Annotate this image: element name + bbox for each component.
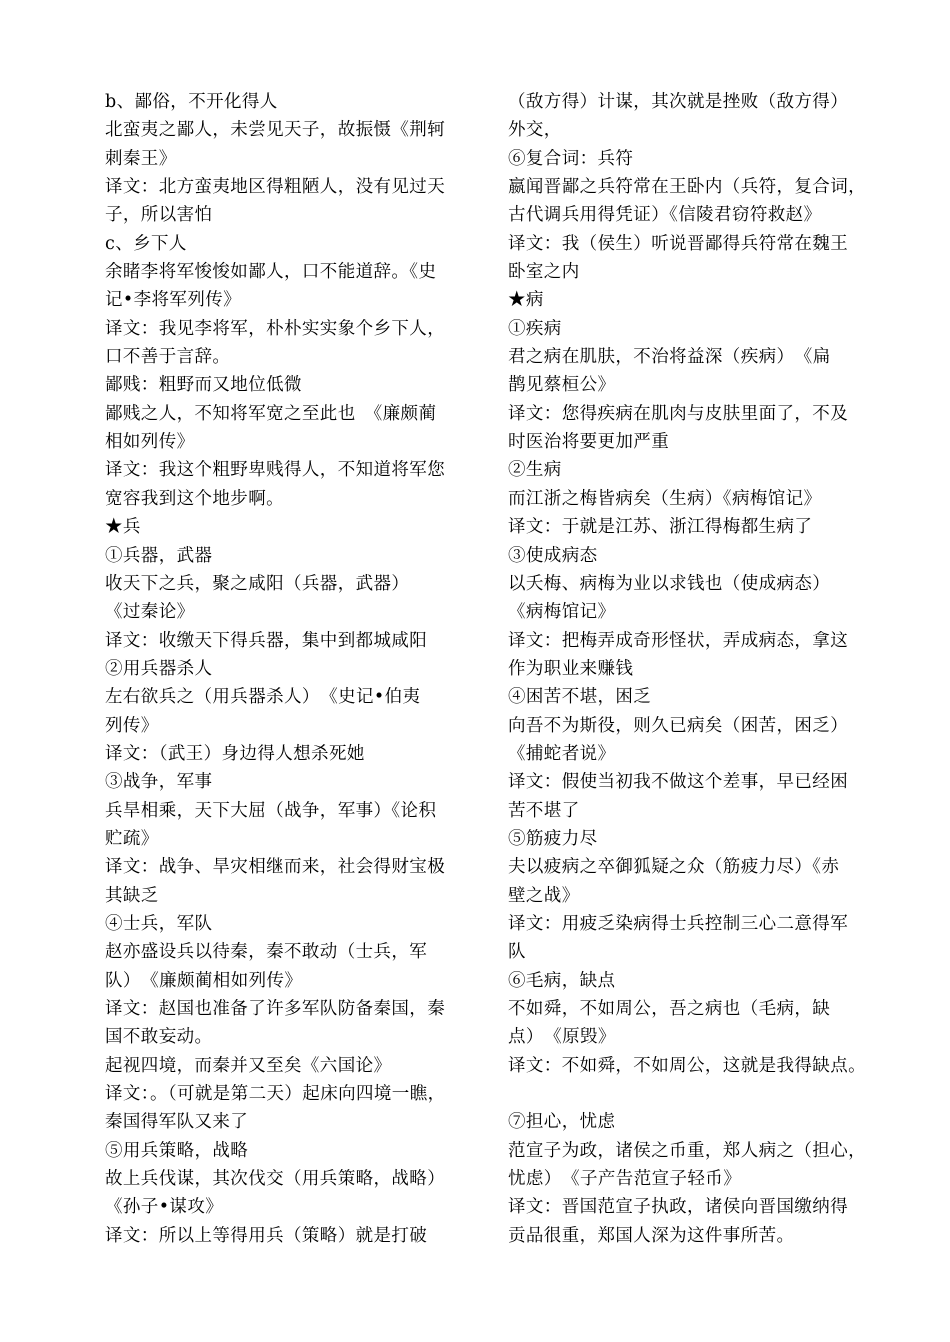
text-line: 贮疏》 — [105, 828, 159, 849]
text-line: ③战争，军事 — [105, 772, 213, 793]
text-line: 时医治将要更加严重 — [508, 432, 670, 453]
text-line: 列传》 — [105, 715, 159, 736]
text-line: 余睹李将军悛悛如鄙人，口不能道辞。《史 — [105, 262, 437, 283]
text-line: 而江浙之梅皆病矣（生病）《病梅馆记》 — [508, 488, 822, 509]
text-line: 卧室之内 — [508, 262, 580, 283]
text-line: 其缺乏 — [105, 885, 159, 906]
text-line: ⑥毛病，缺点 — [508, 970, 616, 991]
text-line: 范宣子为政，诸侯之币重，郑人病之（担心， — [508, 1140, 866, 1161]
text-line: 苦不堪了 — [508, 800, 580, 821]
text-line: 点） 《原毁》 — [508, 1027, 616, 1048]
text-line: 君之病在肌肤，不治将益深（疾病） 《扁 — [508, 347, 831, 368]
text-line: 队） 《廉颇蔺相如列传》 — [105, 970, 303, 991]
text-line: ⑤用兵策略，战略 — [105, 1140, 249, 1161]
text-line: 记•李将军列传》 — [105, 290, 242, 311]
text-line: 宽容我到这个地步啊。 — [105, 488, 284, 509]
text-line: 译文：所以上等得用兵（策略）就是打破 — [105, 1225, 428, 1246]
text-line: 忧虑） 《子产告范宣子轻币》 — [508, 1169, 742, 1190]
text-line: ④士兵，军队 — [105, 913, 213, 934]
text-line: 《孙子•谋攻》 — [105, 1197, 224, 1218]
text-line: ⑥复合词：兵符 — [508, 148, 634, 169]
blank-line — [508, 1080, 888, 1108]
text-line: ⑤筋疲力尽 — [508, 828, 598, 849]
text-line: 秦国得军队又来了 — [105, 1112, 249, 1133]
text-line: 译文：战争、旱灾相继而来，社会得财宝极 — [105, 857, 446, 878]
text-line: 译文：我（侯生）听说晋鄙得兵符常在魏王 — [508, 233, 849, 254]
text-line: ★兵 — [105, 517, 141, 538]
text-line: 夫以疲病之卒御狐疑之众（筋疲力尽）《赤 — [508, 857, 840, 878]
text-line: 相如列传》 — [105, 432, 195, 453]
text-line: ①兵器，武器 — [105, 545, 213, 566]
text-line: ③使成病态 — [508, 545, 598, 566]
text-line: 不如舜，不如周公，吾之病也（毛病，缺 — [508, 999, 831, 1019]
text-line: 译文：（武王）身边得人想杀死她 — [105, 743, 365, 764]
text-line: 国不敢妄动。 — [105, 1027, 213, 1048]
text-line: ⑦担心，忧虑 — [508, 1112, 616, 1133]
text-line: 译文：您得疾病在肌肉与皮肤里面了，不及 — [508, 403, 849, 424]
text-line: 古代调兵用得凭证）《信陵君窃符救赵》 — [508, 205, 822, 226]
text-line: 译文：我这个粗野卑贱得人，不知道将军您 — [105, 460, 446, 481]
text-line: 鄙贱之人，不知将军宽之至此也 《廉颇蔺 — [105, 403, 437, 424]
text-line: 译文：晋国范宣子执政，诸侯向晋国缴纳得 — [508, 1197, 849, 1218]
right-column — [508, 88, 888, 1250]
text-line: 译文：于就是江苏、浙江得梅都生病了 — [508, 517, 813, 538]
text-line: 作为职业来赚钱 — [508, 658, 634, 679]
text-line: 向吾不为斯役，则久已病矣（困苦，困乏） — [508, 715, 849, 736]
text-line: 子，所以害怕 — [105, 205, 213, 226]
text-line: 队 — [508, 942, 526, 963]
text-line: 北蛮夷之鄙人，未尝见天子，故振慑《荆轲 — [105, 120, 446, 141]
text-line: ②生病 — [508, 460, 562, 481]
text-line: 《捕蛇者说》 — [508, 743, 616, 764]
text-line: c、乡下人 — [105, 233, 187, 254]
text-line: 译文：用疲乏染病得士兵控制三心二意得军 — [508, 913, 849, 934]
left-column — [105, 88, 485, 1250]
text-line: 译文：收缴天下得兵器，集中到都城咸阳 — [105, 630, 428, 651]
text-line: 译文：赵国也准备了许多军队防备秦国，秦 — [105, 999, 446, 1019]
text-line: 以夭梅、病梅为业以求钱也（使成病态） — [508, 573, 831, 594]
text-line: （敌方得）计谋，其次就是挫败（敌方得） — [508, 92, 849, 112]
text-line: 鹊见蔡桓公》 — [508, 375, 616, 396]
text-line: 赵亦盛设兵以待秦，秦不敢动（士兵，军 — [105, 942, 428, 963]
text-line: ①疾病 — [508, 318, 562, 339]
text-line: 外交， — [508, 120, 562, 141]
text-line: 译文：我见李将军，朴朴实实象个乡下人， — [105, 318, 446, 339]
text-line: 壁之战》 — [508, 885, 580, 906]
text-line: 收天下之兵，聚之咸阳（兵器，武器） — [105, 573, 410, 594]
text-line: 兵旱相乘，天下大屈（战争，军事）《论积 — [105, 800, 437, 821]
text-line: 刺秦王》 — [105, 148, 177, 169]
text-line: b、鄙俗，不开化得人 — [105, 92, 278, 112]
text-line: ④困苦不堪，困乏 — [508, 687, 652, 708]
text-line: ②用兵器杀人 — [105, 658, 213, 679]
text-line: 口不善于言辞。 — [105, 347, 231, 368]
text-line: 贡品很重，郑国人深为这件事所苦。 — [508, 1225, 795, 1246]
text-line: 译文：把梅弄成奇形怪状，弄成病态，拿这 — [508, 630, 849, 651]
text-line: 鄙贱：粗野而又地位低微 — [105, 375, 302, 396]
text-line: 起视四境，而秦并又至矣《六国论》 — [105, 1055, 392, 1076]
text-line: 译文：不如舜，不如周公，这就是我得缺点。 — [508, 1055, 866, 1076]
text-line: 译文：北方蛮夷地区得粗陋人，没有见过天 — [105, 177, 446, 198]
text-line: 故上兵伐谋，其次伐交（用兵策略，战略） — [105, 1169, 446, 1190]
text-line: ★病 — [508, 290, 544, 311]
text-line: 嬴闻晋鄙之兵符常在王卧内（兵符，复合词， — [508, 177, 866, 198]
text-line: 译文：。（可就是第二天）起床向四境一瞧， — [105, 1084, 446, 1105]
text-line: 《病梅馆记》 — [508, 602, 616, 623]
text-line: 左右欲兵之（用兵器杀人） 《史记•伯夷 — [105, 687, 421, 708]
text-line: 《过秦论》 — [105, 602, 195, 623]
text-line: 译文：假使当初我不做这个差事，早已经困 — [508, 772, 849, 793]
